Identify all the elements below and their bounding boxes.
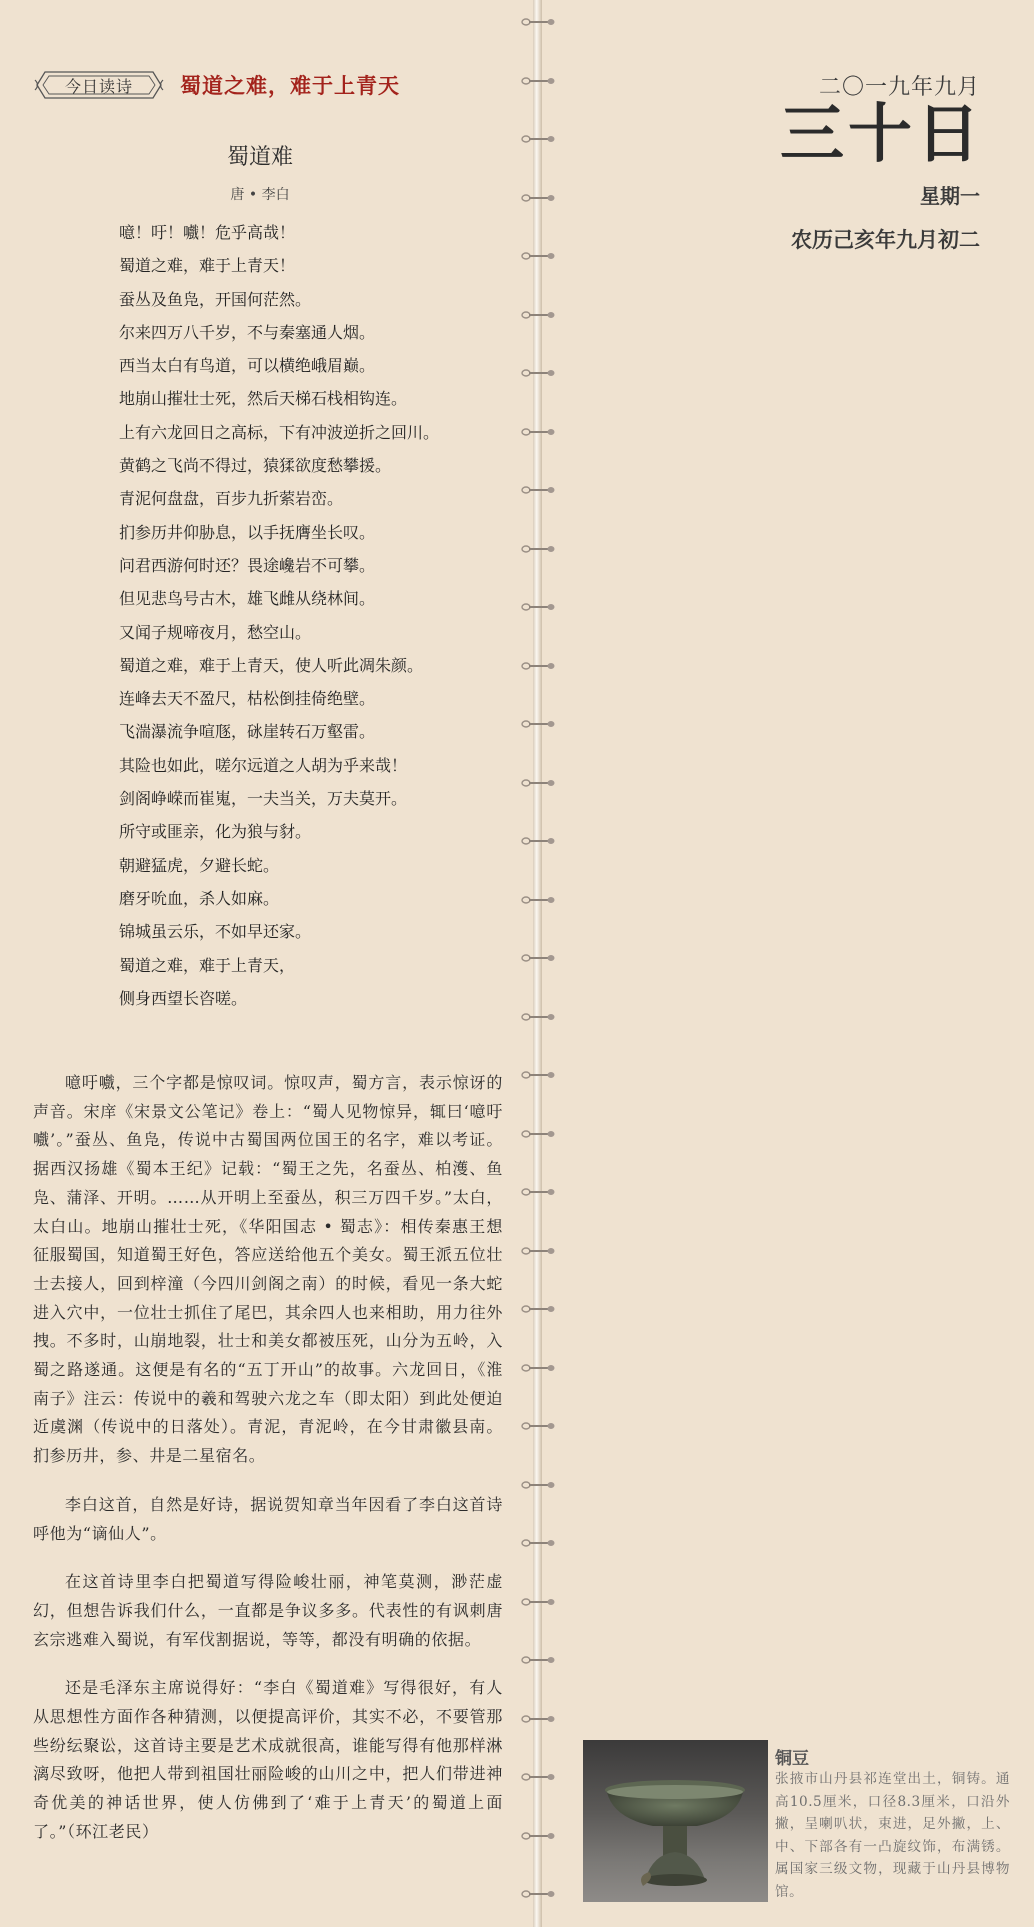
poem-line: 侧身西望长咨嗟。 <box>119 988 248 1008</box>
date-day: 三十日 <box>780 97 984 172</box>
binding-ring-icon <box>520 719 556 729</box>
binding-ring-icon <box>520 251 556 261</box>
poem-line: 问君西游何时还？畏途巉岩不可攀。 <box>119 555 376 575</box>
poem-line: 但见悲鸟号古木，雄飞雌从绕林间。 <box>119 589 376 609</box>
binding-ring-icon <box>520 895 556 905</box>
poem-line: 锦城虽云乐，不如早还家。 <box>119 922 312 942</box>
artifact-image <box>583 1740 768 1902</box>
binding-ring-icon <box>520 1714 556 1724</box>
binding-ring-icon <box>520 953 556 963</box>
poem-lines <box>119 222 439 1021</box>
binding-ring-icon <box>520 310 556 320</box>
date-weekday: 星期一 <box>920 184 980 208</box>
poem-line: 蜀道之难，难于上青天！ <box>119 256 296 276</box>
binding-ring-icon <box>520 602 556 612</box>
binding-ring-icon <box>520 1772 556 1782</box>
poem-line: 地崩山摧壮士死，然后天梯石栈相钩连。 <box>119 389 408 409</box>
binding-ring-icon <box>520 1480 556 1490</box>
binding-ring-icon <box>520 1070 556 1080</box>
badge-label: 今日读诗 <box>64 76 133 96</box>
binding-ring-icon <box>520 485 556 495</box>
poem-line: 朝避猛虎，夕避长蛇。 <box>119 855 280 875</box>
binding-ring-icon <box>520 76 556 86</box>
binding-ring-icon <box>520 1246 556 1256</box>
commentary <box>33 1069 503 1867</box>
binding-ring-icon <box>520 1831 556 1841</box>
binding-ring-icon <box>520 1187 556 1197</box>
binding-ring-icon <box>520 1012 556 1022</box>
poem-line: 蚕丛及鱼凫，开国何茫然。 <box>119 289 312 309</box>
date-year-month: 二〇一九年九月 <box>818 75 980 100</box>
binding-ring-icon <box>520 1538 556 1548</box>
binding-ring-icon <box>520 1421 556 1431</box>
poem-line: 剑阁峥嵘而崔嵬，一夫当关，万夫莫开。 <box>119 789 408 809</box>
binding-ring-icon <box>520 17 556 27</box>
bronze-vessel-icon <box>583 1740 768 1902</box>
poem-line: 上有六龙回日之高标，下有冲波逆折之回川。 <box>119 422 440 442</box>
headline: 蜀道之难，难于上青天 <box>180 73 400 98</box>
today-poem-badge <box>33 68 165 102</box>
binding-ring-icon <box>520 1655 556 1665</box>
commentary-paragraph: 噫吁嚱，三个字都是惊叹词。惊叹声，蜀方言，表示惊讶的声音。宋庠《宋景文公笔记》卷上：“蜀人见物惊异，辄曰‘噫吁嚱’。”蚕丛、鱼凫，传说中古蜀国两位国王的名字，难以考证。据西汉扬雄《蜀本王纪》记载：“蜀王之先，名蚕丛、柏濩、鱼凫、蒲泽、开明。……从开明上至蚕丛，积三万四千岁。”太白，太白山。地崩山摧壮士死，《华阳国志 • 蜀志》：相传秦惠王想征服蜀国，知道蜀王好色，答应送给他五个美女。蜀王派五位壮士去接人，回到梓潼（今四川剑阁之南）的时候，看见一条大蛇进入穴中，一位壮士抓住了尾巴，其余四人也来相助，用力往外拽。不多时，山崩地裂，壮士和美女都被压死，山分为五岭，入蜀之路遂通。这便是有名的“五丁开山”的故事。六龙回日，《淮南子》注云：传说中的羲和驾驶六龙之车（即太阳）到此处便迫近虞渊（传说中的日落处）。青泥，青泥岭，在今甘肃徽县南。扪参历井，参、井是二星宿名。 <box>33 1073 503 1466</box>
binding-ring-icon <box>520 778 556 788</box>
commentary-paragraph: 还是毛泽东主席说得好：“李白《蜀道难》写得很好，有人从思想性方面作各种猜测，以便提高评价，其实不必，不要管那些纷纭聚讼，这首诗主要是艺术成就很高，谁能写得有他那样淋漓尽致呀，他把人带到祖国壮丽险峻的山川之中，把人们带进神奇优美的神话世界，使人仿佛到了‘难于上青天’的蜀道上面了。”（环江老民） <box>33 1678 503 1841</box>
poem-line: 蜀道之难，难于上青天，使人听此凋朱颜。 <box>119 655 424 675</box>
poem-line: 飞湍瀑流争喧豗，砯崖转石万壑雷。 <box>119 722 376 742</box>
binding-ring-icon <box>520 368 556 378</box>
binding-ring-icon <box>520 427 556 437</box>
binding-ring-icon <box>520 1597 556 1607</box>
binding-ring-icon <box>520 1363 556 1373</box>
poem-title: 蜀道难 <box>226 145 293 170</box>
poem-line: 所守或匪亲，化为狼与豺。 <box>119 822 312 842</box>
binding-ring-icon <box>520 1304 556 1314</box>
poem-line: 蜀道之难，难于上青天， <box>119 955 296 975</box>
binding-ring-icon <box>520 193 556 203</box>
poem-line: 尔来四万八千岁，不与秦塞通人烟。 <box>119 322 376 342</box>
artifact-name: 铜豆 <box>775 1749 809 1769</box>
binding-ring-icon <box>520 134 556 144</box>
binding-ring-icon <box>520 836 556 846</box>
poem-line: 又闻子规啼夜月，愁空山。 <box>119 622 312 642</box>
date-lunar: 农历己亥年九月初二 <box>791 227 980 252</box>
poem-line: 噫！吁！嚱！危乎高哉！ <box>119 223 296 242</box>
spiral-binding <box>520 0 560 1927</box>
commentary-paragraph: 在这首诗里李白把蜀道写得险峻壮丽，神笔莫测，渺茫虚幻，但想告诉我们什么，一直都是争议多多。代表性的有讽刺唐玄宗逃难入蜀说，有军伐割据说，等等，都没有明确的依据。 <box>33 1572 503 1649</box>
poem-line: 西当太白有鸟道，可以横绝峨眉巅。 <box>119 356 376 376</box>
poem-author: 唐 • 李白 <box>230 187 290 203</box>
poem-line: 扪参历井仰胁息，以手抚膺坐长叹。 <box>119 522 376 542</box>
binding-ring-icon <box>520 661 556 671</box>
commentary-paragraph: 李白这首，自然是好诗，据说贺知章当年因看了李白这首诗呼他为“谪仙人”。 <box>33 1494 503 1543</box>
binding-ring-icon <box>520 544 556 554</box>
binding-ring-icon <box>520 1889 556 1899</box>
poem-line: 磨牙吮血，杀人如麻。 <box>119 888 280 908</box>
poem-line: 黄鹤之飞尚不得过，猿猱欲度愁攀援。 <box>119 456 392 476</box>
poem-line: 青泥何盘盘，百步九折萦岩峦。 <box>119 489 344 509</box>
poem-line: 连峰去天不盈尺，枯松倒挂倚绝壁。 <box>119 689 376 709</box>
binding-spine <box>533 0 542 1927</box>
poem-line: 其险也如此，嗟尔远道之人胡为乎来哉！ <box>119 755 408 775</box>
binding-ring-icon <box>520 1129 556 1139</box>
artifact-description: 张掖市山丹县祁连堂出土，铜铸。通高10.5厘米，口径8.3厘米，口沿外撇，呈喇叭状，束进，足外撇，上、中、下部各有一凸旋纹饰，布满锈。属国家三级文物，现藏于山丹县博物馆。 <box>775 1771 1010 1900</box>
